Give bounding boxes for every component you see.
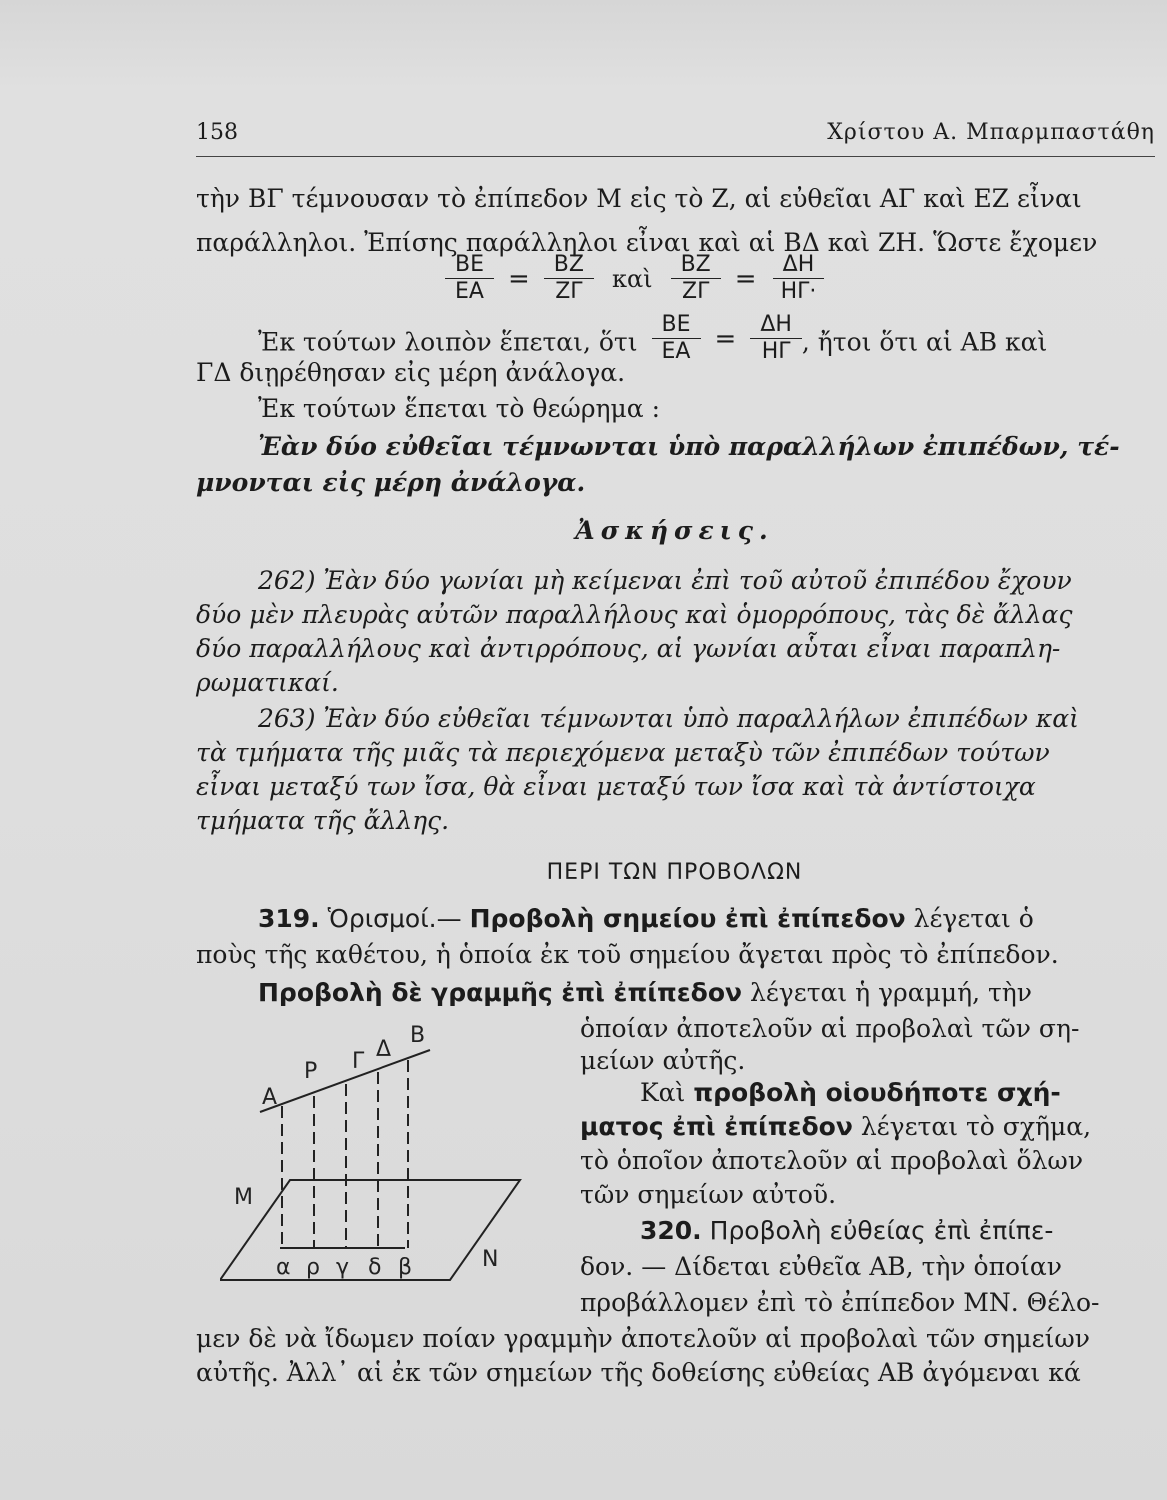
- label-delta: δ: [368, 1255, 382, 1280]
- text-line: δον. — Δίδεται εὐθεῖα ΑΒ, τὴν ὁποίαν: [580, 1252, 1062, 1281]
- exercise-line: εἶναι μεταξύ των ἴσα, θὰ εἶναι μεταξύ των ἴσα καὶ τὰ ἀντίστοιχα: [196, 772, 1036, 801]
- definition-line: ποὺς τῆς καθέτου, ἡ ὁποία ἐκ τοῦ σημείου ἄγεται πρὸς τὸ ἐπίπεδον.: [196, 940, 1059, 969]
- label-m: M: [234, 1185, 253, 1210]
- exercise-line: δύο μὲν πλευρὰς αὐτῶν παραλλήλους καὶ ὁμορρόπους, τὰς δὲ ἄλλας: [196, 600, 1073, 629]
- text-line: τῶν σημείων αὐτοῦ.: [580, 1180, 837, 1209]
- text-line: παράλληλοι. Ἐπίσης παράλληλοι εἶναι καὶ αἱ ΒΔ καὶ ΖΗ. Ὥστε ἔχομεν: [196, 228, 1098, 257]
- label-b: B: [410, 1023, 426, 1048]
- exercise-line: δύο παραλλήλους καὶ ἀντιρρόπους, αἱ γωνίαι αὗται εἶναι παραπλη-: [196, 634, 1061, 663]
- exercise-line: ρωματικαί.: [196, 668, 339, 697]
- label-p: P: [304, 1059, 318, 1084]
- definition-line: 319. Ὁρισμοί.— Προβολὴ σημείου ἐπὶ ἐπίπεδον λέγεται ὁ: [258, 904, 1034, 933]
- label-n: N: [482, 1247, 499, 1272]
- exercise-line: τὰ τμήματα τῆς μιᾶς τὰ περιεχόμενα μεταξὺ τῶν ἐπιπέδων τούτων: [196, 738, 1050, 767]
- theorem-line: Ἐὰν δύο εὐθεῖαι τέμνωνται ὑπὸ παραλλήλων ἐπιπέδων, τέ-: [258, 432, 1120, 461]
- text-line: τὸ ὁποῖον ἀποτελοῦν αἱ προβολαὶ ὅλων: [580, 1146, 1084, 1175]
- label-d: Δ: [376, 1037, 392, 1062]
- theorem-line: μνονται εἰς μέρη ἀνάλογα.: [196, 468, 586, 497]
- equation-proportion-1: $\frac{BE}{EA}$ = $\frac{BZ}{Z\Gamma}$ καὶ $\frac{BZ}{Z\Gamma}$ = $\frac{\Delta H}{H\Gamma\cdot}$: [445, 252, 826, 305]
- label-rho: ρ: [306, 1255, 320, 1280]
- text-line: αὐτῆς. Ἀλλ᾿ αἱ ἐκ τῶν σημείων τῆς δοθείσης εὐθείας ΑΒ ἀγόμεναι κά: [196, 1358, 1081, 1387]
- projection-figure: [220, 1020, 560, 1290]
- exercise-line: 262) Ἐὰν δύο γωνίαι μὴ κείμεναι ἐπὶ τοῦ αὐτοῦ ἐπιπέδου ἔχουν: [258, 566, 1072, 595]
- exercise-line: 263) Ἐὰν δύο εὐθεῖαι τέμνωνται ὑπὸ παραλλήλων ἐπιπέδων καὶ: [258, 704, 1079, 733]
- label-g: Γ: [352, 1049, 365, 1074]
- label-a: A: [262, 1085, 278, 1110]
- page-header: [196, 116, 1155, 157]
- exercise-line: τμήματα τῆς ἄλλης.: [196, 806, 450, 835]
- equation-proportion-2: $\frac{BE}{EA}$ = $\frac{\Delta H}{H\Gamma}$: [652, 312, 802, 365]
- text-line: μείων αὐτῆς.: [580, 1046, 746, 1075]
- text-line: Ἐκ τούτων ἕπεται τὸ θεώρημα :: [258, 394, 660, 423]
- label-gamma: γ: [336, 1255, 350, 1280]
- text-line-with-equation: Ἐκ τούτων λοιπὸν ἕπεται, ὅτι $\frac{BE}{EA}$ = $\frac{\Delta H}{H\Gamma}$ , ἤτοι ὅτι αἱ ΑΒ καὶ: [258, 312, 1048, 364]
- text-line: ΓΔ διῃρέθησαν εἰς μέρη ἀνάλογα.: [196, 358, 626, 387]
- text-line: Καὶ προβολὴ οἱουδήποτε σχή-: [640, 1078, 1061, 1107]
- page-number: 158: [196, 120, 238, 145]
- label-beta: β: [398, 1255, 413, 1280]
- text-line: ματος ἐπὶ ἐπίπεδον λέγεται τὸ σχῆμα,: [580, 1112, 1092, 1141]
- text-line: τὴν ΒΓ τέμνουσαν τὸ ἐπίπεδον Μ εἰς τὸ Ζ, αἱ εὐθεῖαι ΑΓ καὶ ΕΖ εἶναι: [196, 184, 1082, 213]
- running-head: Χρίστου Α. Μπαρμπαστάθη: [827, 120, 1155, 145]
- section-title: ΠΕΡΙ ΤΩΝ ΠΡΟΒΟΛΩΝ: [546, 860, 803, 885]
- fraction-denominator: EA: [455, 279, 484, 304]
- label-alpha: α: [276, 1255, 291, 1280]
- exercises-title: Ἀσκήσεις.: [575, 516, 774, 545]
- text-line: προβάλλομεν ἐπὶ τὸ ἐπίπεδον ΜΝ. Θέλο-: [580, 1288, 1100, 1317]
- definition-line: Προβολὴ δὲ γραμμῆς ἐπὶ ἐπίπεδον λέγεται ἡ γραμμή, τὴν: [258, 978, 1032, 1007]
- fraction-numerator: BE: [445, 252, 494, 279]
- text-line: μεν δὲ νὰ ἴδωμεν ποίαν γραμμὴν ἀποτελοῦν αἱ προβολαὶ τῶν σημείων: [196, 1324, 1090, 1353]
- text-line: ὁποίαν ἀποτελοῦν αἱ προβολαὶ τῶν ση-: [580, 1014, 1080, 1043]
- text-line: 320. Προβολὴ εὐθείας ἐπὶ ἐπίπε-: [640, 1216, 1054, 1245]
